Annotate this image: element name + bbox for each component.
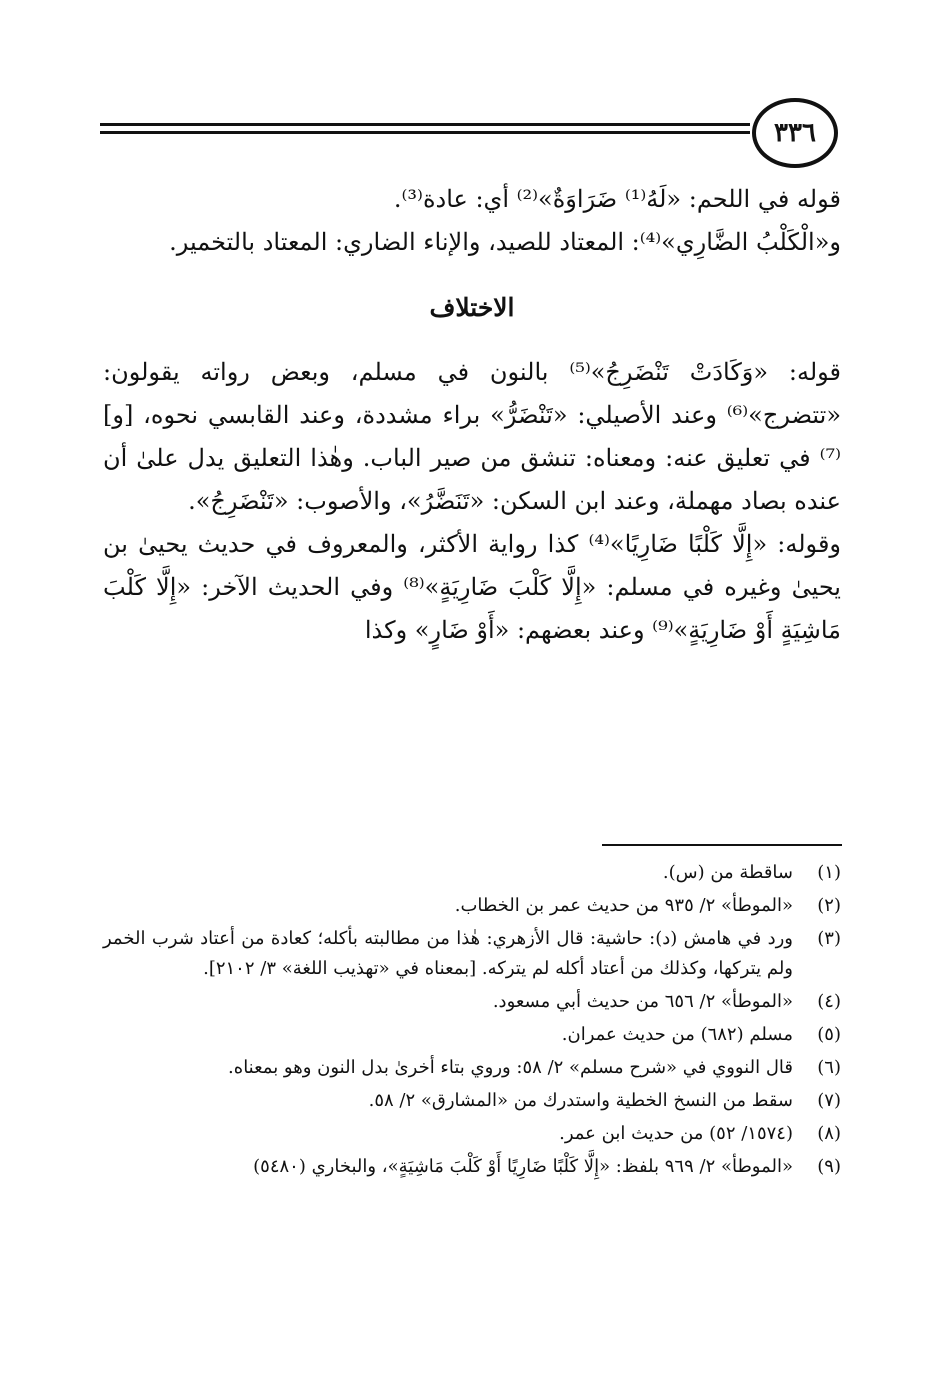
paragraph-2: و«الْكَلْبُ الضَّارِي»⁽⁴⁾: المعتاد للصيد، والإناء الضاري: المعتاد بالتخمير. bbox=[169, 228, 841, 256]
footnote-number: (٣) bbox=[817, 928, 841, 949]
footnote-item bbox=[103, 891, 841, 921]
footnote-item bbox=[103, 1152, 841, 1182]
footnote-item bbox=[103, 1020, 841, 1050]
footnote-number: (٩) bbox=[817, 1156, 841, 1177]
footnote-item bbox=[103, 924, 841, 984]
footnote-text: ورد في هامش (د): حاشية: قال الأزهري: هٰذا من مطالبته بأكله؛ كعادة من أعتاد شرب الخمر ولم يتركها، وكذلك من أعتاد أكله لم يتركه. [بمعناه في «تهذيب اللغة» ٣/ ٢١٠٢]. bbox=[103, 928, 793, 979]
footnote-item bbox=[103, 1086, 841, 1116]
paragraph-4: وقوله: «إِلَّا كَلْبًا ضَارِيًا»⁽⁴⁾ كذا رواية الأكثر، والمعروف في حديث يحيىٰ بن يحيىٰ وغيره في مسلم: «إِلَّا كَلْبَ ضَارِيَةٍ»⁽⁸⁾ وفي الحديث الآخر: «إِلَّا كَلْبَ مَاشِيَةٍ أَوْ ضَارِيَةٍ»⁽⁹⁾ وعند بعضهم: «أَوْ ضَارٍ» وكذا bbox=[103, 530, 842, 644]
footnote-item bbox=[103, 858, 841, 888]
footnote-text: «الموطأ» ٢/ ٩٣٥ من حديث عمر بن الخطاب. bbox=[454, 895, 793, 916]
footnote-text: (١٥٧٤/ ٥٢) من حديث ابن عمر. bbox=[559, 1123, 793, 1144]
footnote-number: (٦) bbox=[817, 1057, 841, 1078]
footnote-number: (١) bbox=[817, 862, 841, 883]
header-rule-top bbox=[100, 123, 750, 126]
section-title: الاختلاف bbox=[429, 293, 515, 322]
footnote-item bbox=[103, 1119, 841, 1149]
footnote-text: مسلم (٦٨٢) من حديث عمران. bbox=[561, 1024, 793, 1045]
footnote-number: (٨) bbox=[817, 1123, 841, 1144]
footnote-item bbox=[103, 1053, 841, 1083]
footnote-item bbox=[103, 987, 841, 1017]
page-header bbox=[100, 95, 845, 170]
footnote-separator bbox=[602, 844, 842, 846]
footnote-text: ساقطة من (س). bbox=[662, 862, 793, 883]
footnote-number: (٥) bbox=[817, 1024, 841, 1045]
paragraph-3: قوله: «وَكَادَتْ تَنْضَرِجُ»⁽⁵⁾ بالنون في مسلم، وبعض رواته يقولون: «تتضرج»⁽⁶⁾ وعند الأصيلي: «تَنْضَرُّ» براء مشددة، وعند القابسي نحوه، [و]⁽⁷⁾ في تعليق عنه: ومعناه: تنشق من صير الباب. وهٰذا التعليق يدل علىٰ أن عنده بصاد مهملة، وعند ابن السكن: «تَنَضَّرُ»، والأصوب: «تَنْضَرِجُ». bbox=[103, 358, 842, 515]
footnote-text: قال النووي في «شرح مسلم» ٢/ ٥٨: وروي بتاء أخرىٰ بدل النون وهو بمعناه. bbox=[228, 1057, 793, 1078]
footnote-number: (٢) bbox=[817, 895, 841, 916]
footnote-text: «الموطأ» ٢/ ٦٥٦ من حديث أبي مسعود. bbox=[492, 991, 793, 1012]
footnotes-list bbox=[103, 858, 841, 1185]
page-number: ٣٣٦ bbox=[752, 98, 838, 168]
footnote-text: «الموطأ» ٢/ ٩٦٩ بلفظ: «إِلَّا كَلْبًا ضَارِيًا أَوْ كَلْبَ مَاشِيَةٍ»، والبخاري (٥٤٨٠) bbox=[253, 1156, 793, 1177]
main-text bbox=[103, 178, 841, 652]
footnote-text: سقط من النسخ الخطية واستدرك من «المشارق» ٢/ ٥٨. bbox=[368, 1090, 793, 1111]
header-rule-bottom bbox=[100, 131, 750, 134]
footnote-number: (٧) bbox=[817, 1090, 841, 1111]
paragraph-1: قوله في اللحم: «لَهُ⁽¹⁾ ضَرَاوَةٌ»⁽²⁾ أي: عادة⁽³⁾. bbox=[393, 185, 841, 213]
footnote-number: (٤) bbox=[817, 991, 841, 1012]
